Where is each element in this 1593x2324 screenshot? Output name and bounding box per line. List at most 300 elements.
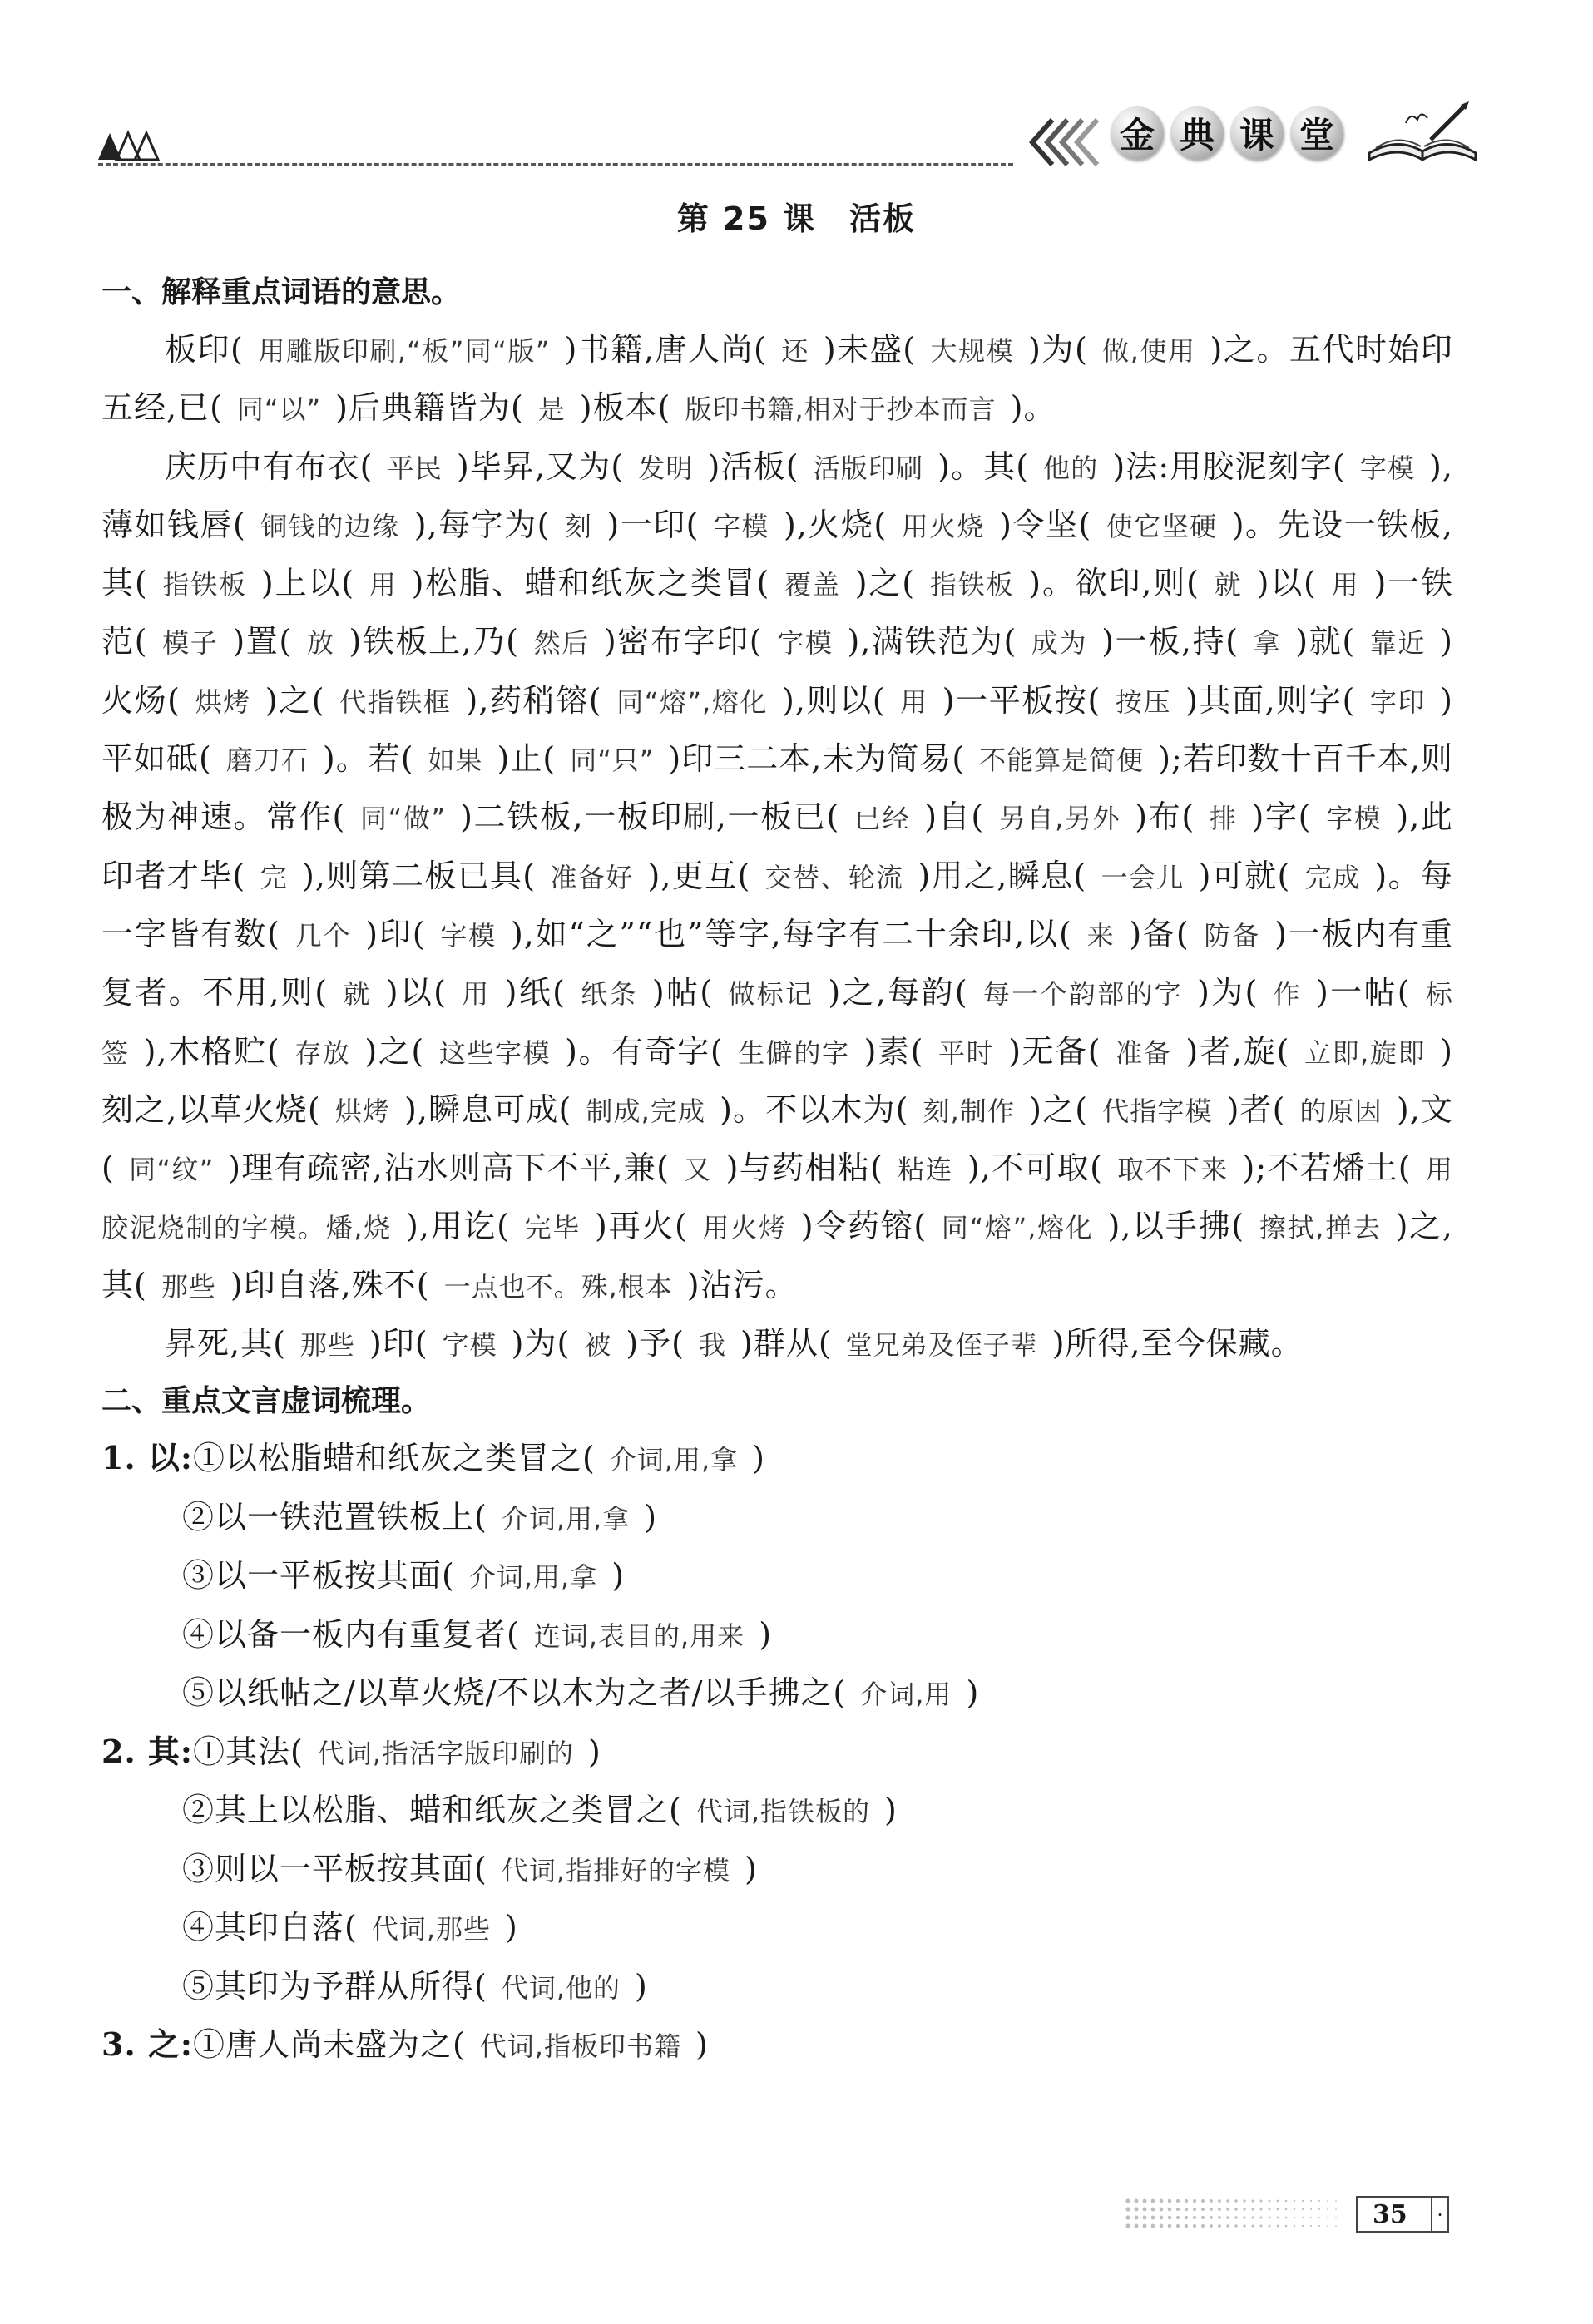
item-number: 1. 以: <box>101 1439 193 1477</box>
decoration-dot <box>1193 2199 1196 2203</box>
answer-annotation: 一会儿 <box>1086 861 1199 893</box>
source-text: 之,其 <box>101 1208 1453 1303</box>
decoration-dot <box>1151 2208 1155 2212</box>
decoration-dot <box>1185 2224 1188 2228</box>
answer-annotation: 代词,指排好的字模 <box>487 1854 745 1886</box>
answer-annotation: 用 <box>1316 569 1374 601</box>
decoration-dot <box>1285 2217 1288 2219</box>
decoration-dot <box>1294 2225 1295 2227</box>
decoration-dot <box>1176 2199 1180 2203</box>
source-text: ,用讫 <box>418 1208 497 1245</box>
source-text: ,以手拂 <box>1121 1208 1232 1245</box>
brand-char: 堂 <box>1290 106 1343 160</box>
source-text: ,更互 <box>660 857 738 894</box>
decoration-dot <box>1277 2200 1279 2203</box>
source-text: 。 <box>1023 389 1056 427</box>
answer-annotation: 又 <box>669 1154 726 1186</box>
answer-annotation: 制成,完成 <box>571 1095 720 1127</box>
page-title <box>0 193 1593 239</box>
decoration-dot <box>1327 2200 1328 2202</box>
source-text: ,火烧 <box>796 506 874 543</box>
decoration-dot <box>1310 2200 1312 2202</box>
answer-annotation: 用胶泥烧制的字模。燔,烧 <box>101 1154 1453 1244</box>
source-text: 之 <box>378 1032 412 1070</box>
answer-annotation: 就 <box>1199 569 1257 601</box>
answer-annotation: 字模 <box>425 919 511 952</box>
answer-annotation: 粘连 <box>883 1154 967 1186</box>
decoration-dot <box>1210 2216 1213 2219</box>
decoration-dot <box>1327 2217 1328 2218</box>
decoration-dot <box>1176 2224 1180 2228</box>
list-item: ④其印自落( 代词,那些 ) <box>182 1909 518 1946</box>
answer-annotation: 这些字模 <box>424 1036 566 1069</box>
source-text: 自 <box>937 799 972 836</box>
answer-annotation: 字模 <box>699 510 784 542</box>
source-text: 。不以木为 <box>732 1090 896 1128</box>
decoration-dot <box>1318 2225 1320 2227</box>
decoration-dot <box>1318 2208 1320 2210</box>
answer-annotation: 靠近 <box>1355 627 1441 660</box>
answer-annotation: 另自,另外 <box>984 803 1135 835</box>
answer-annotation: 代词,那些 <box>357 1913 506 1946</box>
list-item: ②以一铁范置铁板上( 介词,用,拿 ) <box>182 1498 658 1535</box>
source-text: 令坚 <box>1012 506 1079 543</box>
list-item: ③以一平板按其面( 介词,用,拿 ) <box>182 1557 626 1595</box>
answer-annotation: 取不下来 <box>1102 1154 1243 1186</box>
source-text: 为 <box>524 1325 557 1362</box>
source-text: 。其 <box>950 447 1017 485</box>
decoration-dot <box>1310 2225 1312 2227</box>
dot-pattern-decoration <box>1123 2196 1339 2233</box>
decoration-dot <box>1251 2208 1254 2210</box>
source-text: 庆历中有布衣 <box>165 447 360 485</box>
answer-annotation: 字模 <box>1345 452 1430 484</box>
answer-annotation: 一点也不。殊,根本 <box>429 1270 687 1303</box>
source-text: 纸 <box>517 974 553 1011</box>
answer-annotation: 排 <box>1195 803 1252 835</box>
source-text: 予 <box>639 1325 672 1362</box>
source-text: 用之,瞬息 <box>931 857 1074 894</box>
source-text: 为 <box>1210 974 1245 1011</box>
decoration-dot <box>1218 2208 1221 2211</box>
decoration-dot <box>1134 2215 1138 2219</box>
decoration-dot <box>1269 2225 1271 2228</box>
answer-annotation: 用火烤 <box>687 1212 801 1244</box>
decoration-dot <box>1185 2216 1188 2219</box>
example-sentence: ②以一铁范置铁板上 <box>182 1498 475 1535</box>
answer-annotation: 用 <box>354 569 412 601</box>
item-number: 2. 其: <box>101 1732 193 1770</box>
answer-annotation: 烘烤 <box>320 1095 404 1127</box>
triangles-decoration-icon <box>98 126 165 163</box>
answer-annotation: 生僻的字 <box>723 1036 864 1069</box>
paragraph: 昇死,其( 那些 )印( 字模 )为( 被 )予( 我 )群从( 堂兄弟及侄子辈 )所得,至今保藏。 <box>165 1325 1304 1362</box>
list-item: ⑤其印为予群从所得( 代词,他的 ) <box>182 1967 648 2005</box>
decoration-dot <box>1302 2225 1304 2227</box>
source-text: 。若 <box>335 740 401 778</box>
source-text: 上以 <box>274 565 342 602</box>
decoration-dot <box>1143 2208 1147 2212</box>
answer-annotation: 代词,他的 <box>487 1971 636 2004</box>
answer-annotation: 介词,用,拿 <box>595 1444 753 1476</box>
answer-annotation: 同“以” <box>222 393 336 426</box>
source-text: ,瞬息可成 <box>417 1090 559 1128</box>
answer-annotation: 用火烧 <box>887 510 1000 542</box>
decoration-dot <box>1134 2223 1138 2228</box>
decoration-dot <box>1143 2216 1147 2220</box>
annotated-text <box>101 321 1453 1373</box>
answer-annotation: 擦拭,掸去 <box>1244 1212 1396 1244</box>
decoration-dot <box>1243 2208 1245 2210</box>
decoration-dot <box>1125 2223 1130 2228</box>
decoration-dot <box>1160 2199 1164 2203</box>
decoration-dot <box>1285 2200 1288 2203</box>
answer-annotation: 完 <box>245 861 302 893</box>
source-text: 刻之,以草火烧 <box>101 1090 308 1128</box>
source-text: 者 <box>1239 1090 1273 1128</box>
answer-annotation: 发明 <box>624 452 708 484</box>
decoration-dot <box>1285 2208 1288 2211</box>
answer-annotation: 作 <box>1258 978 1316 1011</box>
decoration-dot <box>1176 2208 1180 2211</box>
answer-annotation: 的原因 <box>1285 1095 1397 1127</box>
source-text: 印 <box>378 915 413 952</box>
decoration-dot <box>1201 2208 1205 2211</box>
answer-annotation: 同“纹” <box>114 1154 229 1186</box>
source-text: 一板内有重复者。不用,则 <box>101 915 1453 1011</box>
source-text: 之。五代时始印五经,已 <box>101 331 1453 427</box>
source-text: ;若印数十百千本,则极为神速。常作 <box>101 740 1453 836</box>
decoration-dot <box>1218 2224 1221 2228</box>
answer-annotation: 然后 <box>518 627 604 660</box>
decoration-dot <box>1160 2208 1164 2212</box>
source-text: 之,每韵 <box>841 974 955 1011</box>
answer-annotation: 烘烤 <box>181 685 265 718</box>
decoration-dot <box>1335 2225 1337 2227</box>
source-text: 就 <box>1309 623 1343 660</box>
answer-annotation: 放 <box>292 627 349 660</box>
answer-annotation: 使它坚硬 <box>1091 510 1232 542</box>
source-text: 素 <box>877 1032 911 1070</box>
chevrons-decoration-icon <box>1027 116 1102 168</box>
decoration-dot <box>1327 2225 1328 2227</box>
decoration-dot <box>1294 2200 1295 2202</box>
example-sentence: ④以备一板内有重复者 <box>182 1615 507 1653</box>
decoration-dot <box>1277 2217 1279 2219</box>
source-text: 止 <box>510 740 543 778</box>
decoration-dot <box>1210 2224 1213 2228</box>
decoration-dot <box>1302 2200 1304 2202</box>
decoration-dot <box>1243 2199 1245 2202</box>
answer-annotation: 指铁板 <box>915 569 1029 601</box>
source-text: 字 <box>1264 799 1299 836</box>
example-sentence: ①其法 <box>192 1733 290 1770</box>
decoration-dot <box>1226 2224 1229 2228</box>
answer-annotation: 成为 <box>1017 627 1102 660</box>
decoration-dot <box>1234 2199 1237 2202</box>
answer-annotation: 他的 <box>1029 452 1113 484</box>
answer-annotation: 连词,表目的,用来 <box>519 1619 759 1652</box>
decoration-dot <box>1201 2216 1205 2219</box>
source-text: 法:用胶泥刻字 <box>1125 447 1333 485</box>
decoration-dot <box>1201 2224 1205 2228</box>
source-text: 。有奇字 <box>577 1032 710 1070</box>
answer-annotation: 平时 <box>923 1036 1009 1069</box>
decoration-dot <box>1310 2208 1312 2210</box>
decoration-dot <box>1260 2225 1263 2228</box>
answer-annotation: 按压 <box>1101 685 1186 718</box>
decoration-dot <box>1201 2199 1205 2203</box>
source-text: 之 <box>1041 1090 1076 1128</box>
source-text: 与药相粘 <box>739 1150 871 1187</box>
answer-annotation: 介词,用,拿 <box>454 1561 612 1594</box>
decoration-dot <box>1294 2217 1295 2218</box>
answer-annotation: 那些 <box>146 1270 230 1303</box>
source-text: ,文 <box>1409 1090 1453 1128</box>
list-item: ②其上以松脂、蜡和纸灰之类冒之( 代词,指铁板的 ) <box>182 1792 898 1829</box>
decoration-dot <box>1193 2224 1196 2228</box>
decoration-dot <box>1243 2224 1245 2227</box>
paragraph: 板印( 用雕版印刷,“板”同“版” )书籍,唐人尚( 还 )未盛( 大规模 )为( 做,使用 )之。五代时始印五经,已( 同“以” )后典籍皆为( 是 )板本( 版印书籍,相对于抄本而言 )。 <box>101 331 1453 427</box>
source-text: 铁板上,乃 <box>362 623 507 660</box>
answer-annotation: 堂兄弟及侄子辈 <box>831 1329 1052 1362</box>
example-sentence: ⑤其印为予群从所得 <box>182 1967 475 2005</box>
source-text: 之 <box>278 681 312 719</box>
answer-annotation: 来 <box>1071 919 1130 952</box>
decoration-dot <box>1269 2200 1271 2203</box>
source-text: 令药镕 <box>814 1208 914 1245</box>
answer-annotation: 完毕 <box>509 1212 596 1244</box>
brand-logo <box>1111 106 1343 160</box>
decoration-dot <box>1168 2208 1172 2212</box>
item-number: 3. 之: <box>101 2025 193 2064</box>
source-text: 一帖 <box>1328 974 1398 1011</box>
decoration-dot <box>1210 2199 1213 2203</box>
paragraph: 庆历中有布衣( 平民 )毕昇,又为( 发明 )活板( 活版印刷 )。其( 他的 )法:用胶泥刻字( 字模 ),薄如钱唇( 铜钱的边缘 ),每字为( 刻 )一印( 字模 ),火烧( 用火烧 )令坚( 使它坚硬 )。先设一铁板,其( 指铁板 )上以( 用 )松脂、蜡和纸灰之类冒( 覆盖 )之( 指铁板 )。欲印,则( 就 )以( 用 )一铁范( 模子 )置( 放 )铁板上,乃( 然后 )密布字印( 字模 ),满铁范为( 成为 )一板,持( 拿 )就( 靠近 )火炀( 烘烤 )之( 代指铁框 ),药稍镕( 同“熔”,熔化 ),则以( 用 )一平板按( 按压 )其面,则字( 字印 )平如砥( 磨刀石 )。若( 如果 )止( 同“只” )印三二本,未为简易( 不能算是简便 );若印数十百千本,则极为神速。常作( 同“做” )二铁板,一板印刷,一板已( 已经 )自( 另自,另外 )布( 排 )字( 字模 ),此印者才毕( 完 ),则第二板已具( 准备好 ),更互( 交替、轮流 )用之,瞬息( 一会儿 )可就( 完成 )。每一字皆有数( 几个 )印( 字模 ),如“之”“也”等字,每字有二十余印,以( 来 )备( 防备 )一板内有重复者。不用,则( 就 )以( 用 )纸( 纸条 )帖( 做标记 )之,每韵( 每一个韵部的字 )为( 作 )一帖( 标签 ),木格贮( 存放 )之( 这些字模 )。有奇字( 生僻的字 )素( 平时 )无备( 准备 )者,旋( 立即,旋即 )刻之,以草火烧( 烘烤 ),瞬息可成( 制成,完成 )。不以木为( 刻,制作 )之( 代指字模 )者( 的原因 ),文( 同“纹” )理有疏密,沾水则高下不平,兼( 又 )与药相粘( 粘连 ),不可取( 取不下来 );不若燔土( 用胶泥烧制的字模。燔,烧 ),用讫( 完毕 )再火( 用火烤 )令药镕( 同“熔”,熔化 ),以手拂( 擦拭,掸去 )之,其( 那些 )印自落,殊不( 一点也不。殊,根本 )沾污。 <box>101 447 1453 1303</box>
answer-annotation: 平民 <box>373 452 457 484</box>
source-text: 松脂、蜡和纸灰之类冒 <box>424 565 757 602</box>
decoration-dot <box>1310 2217 1312 2218</box>
source-text: 火炀 <box>101 681 168 719</box>
source-text: ,不可取 <box>980 1150 1091 1187</box>
decoration-dot <box>1160 2224 1164 2228</box>
decoration-dot <box>1318 2200 1320 2202</box>
source-text: ,如“之”“也”等字,每字有二十余印,以 <box>523 915 1059 952</box>
source-text: 为 <box>1041 331 1075 368</box>
answer-annotation: 活版印刷 <box>799 452 938 484</box>
source-text: 书籍,唐人尚 <box>577 331 754 368</box>
answer-annotation: 准备 <box>1101 1036 1186 1069</box>
source-text: 活板 <box>720 447 786 485</box>
source-text: ,药稍镕 <box>478 681 589 719</box>
answer-annotation: 同“做” <box>345 803 461 835</box>
source-text: 者,旋 <box>1199 1032 1277 1070</box>
answer-annotation: 代指字模 <box>1088 1095 1227 1127</box>
list-item: 2. 其:①其法( 代词,指活字版印刷的 ) <box>101 1732 601 1770</box>
decoration-dot <box>1335 2200 1337 2202</box>
decoration-dot <box>1151 2216 1155 2220</box>
source-text: 密布字印 <box>616 623 750 660</box>
source-text: 帖 <box>665 974 700 1011</box>
source-text: 以 <box>398 974 434 1011</box>
decoration-dot <box>1143 2199 1147 2203</box>
function-word-list <box>101 1430 1453 2075</box>
answer-annotation: 铜钱的边缘 <box>245 510 414 542</box>
answer-annotation: 指铁板 <box>147 569 261 601</box>
source-text: 一铁范 <box>101 565 1453 660</box>
source-text: ,满铁范为 <box>860 623 1004 660</box>
answer-annotation: 刻,制作 <box>908 1095 1030 1127</box>
decoration-dot <box>1251 2224 1254 2227</box>
decoration-dot <box>1125 2198 1130 2203</box>
answer-annotation: 标签 <box>101 978 1453 1069</box>
decoration-dot <box>1143 2224 1147 2228</box>
answer-annotation: 代指铁框 <box>324 685 466 718</box>
source-text: 毕昇,又为 <box>469 447 611 485</box>
example-sentence: ③以一平板按其面 <box>182 1557 443 1595</box>
source-text: 一平板按 <box>955 681 1088 719</box>
answer-annotation: 介词,用,拿 <box>487 1502 645 1535</box>
decoration-dot <box>1218 2199 1221 2203</box>
answer-annotation: 字模 <box>428 1329 512 1362</box>
source-text: ,则以 <box>794 681 873 719</box>
answer-annotation: 交替、轮流 <box>750 861 918 893</box>
source-text: 再火 <box>607 1208 675 1245</box>
decoration-dot <box>1125 2215 1130 2219</box>
decoration-dot <box>1302 2208 1304 2210</box>
answer-annotation: 纸条 <box>565 978 652 1011</box>
source-text: 备 <box>1142 915 1176 952</box>
answer-annotation: 同“只” <box>556 744 669 777</box>
answer-annotation: 字印 <box>1355 685 1441 718</box>
answer-annotation: 就 <box>328 978 386 1011</box>
list-item: ④以备一板内有重复者( 连词,表目的,用来 ) <box>182 1615 773 1653</box>
source-text: 群从 <box>753 1325 819 1362</box>
answer-annotation: 已经 <box>839 803 925 835</box>
decoration-dot <box>1185 2208 1188 2211</box>
decoration-dot <box>1269 2208 1271 2211</box>
decoration-dot <box>1226 2199 1229 2203</box>
source-text: ,则第二板已具 <box>314 857 523 894</box>
answer-annotation: 我 <box>684 1329 740 1362</box>
source-text: 之 <box>868 565 903 602</box>
source-text: 后典籍皆为 <box>348 389 511 427</box>
answer-annotation: 磨刀石 <box>211 744 323 777</box>
decoration-dot <box>1176 2216 1180 2219</box>
page-number-box <box>1356 2196 1449 2233</box>
source-text: 置 <box>245 623 280 660</box>
answer-annotation: 几个 <box>280 919 366 952</box>
decoration-dot <box>1210 2208 1213 2211</box>
example-sentence: ⑤以纸帖之/以草火烧/不以木为之者/以手拂之 <box>182 1674 834 1712</box>
decoration-dot <box>1185 2199 1188 2203</box>
decoration-dot <box>1193 2216 1196 2219</box>
answer-annotation: 还 <box>766 335 824 367</box>
decoration-dot <box>1277 2208 1279 2211</box>
decoration-dot <box>1318 2217 1320 2218</box>
decoration-dot <box>1151 2199 1155 2203</box>
answer-annotation: 用雕版印刷,“板”同“版” <box>243 335 565 367</box>
decoration-dot <box>1226 2208 1229 2211</box>
header-dashed-rule <box>98 163 1013 166</box>
answer-annotation: 做,使用 <box>1087 335 1210 367</box>
source-text: ,此印者才毕 <box>101 799 1453 894</box>
list-item: 1. 以:①以松脂蜡和纸灰之类冒之( 介词,用,拿 ) <box>101 1439 765 1477</box>
answer-annotation: 模子 <box>147 627 233 660</box>
source-text: 理有疏密,沾水则高下不平,兼 <box>241 1150 657 1187</box>
source-text: 。欲印,则 <box>1041 565 1187 602</box>
source-text: 沾污。 <box>700 1266 798 1303</box>
decoration-dot <box>1151 2224 1155 2228</box>
decoration-dot <box>1327 2208 1328 2210</box>
example-sentence: ①以松脂蜡和纸灰之类冒之 <box>192 1440 582 1477</box>
lesson-number: 第 25 课 <box>676 200 817 237</box>
decoration-dot <box>1125 2207 1130 2211</box>
source-text: 一印 <box>620 506 686 543</box>
source-text: 。先设一铁板,其 <box>101 506 1453 602</box>
decoration-dot <box>1168 2216 1172 2220</box>
decoration-dot <box>1251 2216 1254 2218</box>
answer-annotation: 立即,旋即 <box>1289 1036 1441 1069</box>
answer-annotation: 代词,指板印书籍 <box>465 2030 695 2063</box>
decoration-dot <box>1285 2225 1288 2228</box>
source-text: 板本 <box>592 389 658 427</box>
source-text: 无备 <box>1022 1032 1088 1070</box>
answer-annotation: 拿 <box>1239 627 1296 660</box>
source-text: ,木格贮 <box>156 1032 267 1070</box>
lesson-name: 活板 <box>849 200 917 237</box>
decoration-dot <box>1193 2208 1196 2211</box>
list-item: 3. 之:①唐人尚未盛为之( 代词,指板印书籍 ) <box>101 2025 709 2064</box>
answer-annotation: 字模 <box>762 627 848 660</box>
source-text: 未盛 <box>836 331 903 368</box>
answer-annotation: 被 <box>570 1329 626 1362</box>
answer-annotation: 字模 <box>1311 803 1397 835</box>
decoration-dot <box>1269 2217 1271 2219</box>
answer-annotation: 介词,用 <box>846 1679 967 1711</box>
answer-annotation: 用 <box>446 978 505 1011</box>
source-text: ,每字为 <box>427 506 537 543</box>
page-tick: · <box>1431 2198 1447 2231</box>
decoration-dot <box>1260 2217 1263 2219</box>
source-text: 其面,则字 <box>1198 681 1343 719</box>
answer-annotation: 刻 <box>550 510 607 542</box>
source-text: 可就 <box>1211 857 1278 894</box>
example-sentence: ①唐人尚未盛为之 <box>192 2026 453 2064</box>
answer-annotation: 是 <box>523 393 580 426</box>
answer-annotation: 版印书籍,相对于抄本而言 <box>670 393 1011 426</box>
source-text: 一板,持 <box>1115 623 1226 660</box>
answer-annotation: 每一个韵部的字 <box>967 978 1198 1011</box>
decoration-dot <box>1168 2224 1172 2228</box>
decoration-dot <box>1260 2208 1263 2211</box>
decoration-dot <box>1168 2199 1172 2203</box>
source-text: 昇死,其 <box>165 1325 274 1362</box>
answer-annotation: 如果 <box>413 744 497 777</box>
source-text: ;不若燔土 <box>1255 1150 1398 1187</box>
decoration-dot <box>1134 2207 1138 2211</box>
brand-char: 金 <box>1111 106 1164 160</box>
answer-annotation: 不能算是简便 <box>965 744 1159 777</box>
source-text: 平如砥 <box>101 740 200 778</box>
decoration-dot <box>1134 2198 1138 2203</box>
source-text: 以 <box>1269 565 1304 602</box>
answer-annotation: 那些 <box>285 1329 369 1362</box>
decoration-dot <box>1251 2199 1254 2202</box>
decoration-dot <box>1277 2225 1279 2228</box>
answer-annotation: 用 <box>885 685 942 718</box>
decoration-dot <box>1335 2208 1337 2210</box>
